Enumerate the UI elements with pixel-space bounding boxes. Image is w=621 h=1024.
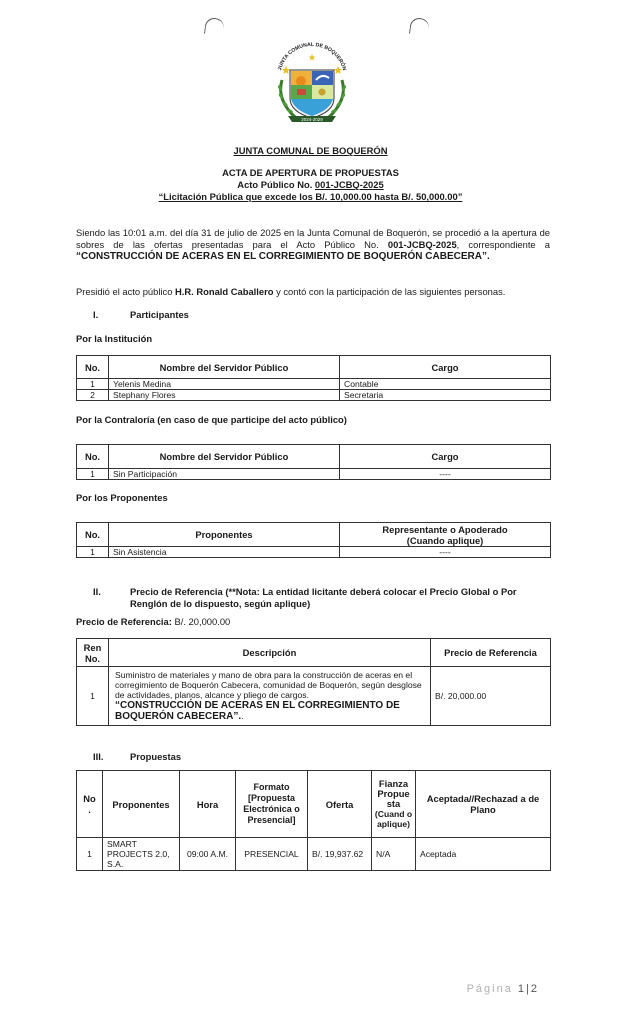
col-header-no: No. (77, 523, 109, 547)
desc-tail: . (241, 711, 244, 721)
col-header-cargo: Cargo (340, 356, 551, 379)
junta-comunal-logo (266, 40, 358, 126)
col-header-nombre: Nombre del Servidor Público (109, 445, 340, 469)
intro-project: “CONSTRUCCIÓN DE ACERAS EN EL CORREGIMIENTO DE BOQUERÓN CABECERA”. (76, 251, 490, 262)
cell-precio: B/. 20,000.00 (431, 667, 551, 726)
cell-fianza: N/A (372, 838, 416, 871)
institucion-table (76, 355, 551, 401)
cell-cargo: ---- (340, 469, 551, 480)
cell-no: 1 (77, 379, 109, 390)
precio-ref-value: B/. 20,000.00 (174, 616, 231, 627)
col-header-no: No. (77, 445, 109, 469)
table-row (77, 838, 551, 871)
cell-no: 1 (77, 547, 109, 558)
precio-referencia-line (76, 616, 230, 627)
table-row (77, 547, 551, 558)
footer-label: Página (466, 983, 513, 995)
logo-years: 2024-2029 (301, 117, 323, 122)
fianza-line-1: Fianza Propue sta (377, 778, 410, 809)
propuestas-table (76, 770, 551, 871)
precio-ref-label: Precio de Referencia: (76, 616, 175, 627)
col-header-proponentes: Proponentes (103, 771, 180, 838)
col-header-cargo: Cargo (340, 445, 551, 469)
cell-proponente: SMART PROJECTS 2.0, S.A. (103, 838, 180, 871)
cell-representante: ---- (340, 547, 551, 558)
cell-nombre: Sin Participación (109, 469, 340, 480)
section-3-title: Propuestas (130, 751, 182, 762)
proponentes-table (76, 522, 551, 558)
presidio-text-1: Presidió el acto público (76, 286, 176, 297)
cell-cargo: Contable (340, 379, 551, 390)
desc-text: Suministro de materiales y mano de obra para la construcción de aceras en el corregimiento de Boquerón Cabecera, comunidad de Boquerón, según desglose de actividades, planos, alcance y pliego de cargos. (115, 670, 422, 700)
referencia-table (76, 638, 551, 726)
footer-total: 2 (530, 983, 539, 995)
cell-ren: 1 (77, 667, 109, 726)
doc-title: ACTA DE APERTURA DE PROPUESTAS (222, 167, 399, 178)
cell-nombre: Stephany Flores (109, 390, 340, 401)
cell-no: 2 (77, 390, 109, 401)
logo-arc-text: JUNTA COMUNAL DE BOQUERÓN (276, 41, 348, 72)
footer-page: 1 (517, 983, 527, 995)
col-header-nombre: Nombre del Servidor Público (109, 356, 340, 379)
col-header-precio: Precio de Referencia (431, 639, 551, 667)
acto-prefix: Acto Público No. (237, 179, 315, 190)
acto-number: 001-JCBQ-2025 (314, 179, 384, 190)
contraloria-table (76, 444, 551, 480)
section-1-num: I. (93, 309, 99, 320)
col-header-hora: Hora (180, 771, 236, 838)
contraloria-heading: Por la Contraloría (en caso de que participe del acto público) (76, 414, 347, 425)
cell-estado: Aceptada (416, 838, 551, 871)
col-header-descripcion: Descripción (109, 639, 431, 667)
table-row (77, 667, 551, 726)
table-row (77, 390, 551, 401)
intro-paragraph (76, 227, 550, 263)
presidio-name: H.R. Ronald Caballero (175, 286, 274, 297)
table-row (77, 379, 551, 390)
cell-cargo: Secretaria (340, 390, 551, 401)
col-header-proponentes: Proponentes (109, 523, 340, 547)
section-2-num: II. (93, 586, 101, 597)
cell-no: 1 (77, 838, 103, 871)
presidio-paragraph (76, 286, 550, 298)
col-header-representante (340, 523, 551, 547)
acto-line (0, 179, 621, 190)
table-row (77, 469, 551, 480)
col-header-oferta: Oferta (308, 771, 372, 838)
licitacion-line: “Licitación Pública que excede los B/. 10,000.00 hasta B/. 50,000.00” (158, 191, 463, 202)
section-2-title: Precio de Referencia (**Nota: La entidad licitante deberá colocar el Precio Global o Por Renglón de lo dispuesto, según aplique) (130, 586, 517, 609)
representante-line-1: Representante o Apoderado (382, 523, 508, 535)
col-header-ren: Ren No. (77, 639, 109, 667)
institucion-heading: Por la Institución (76, 333, 153, 344)
col-header-fianza (372, 771, 416, 838)
page-footer (467, 983, 539, 995)
col-header-no: No. (77, 356, 109, 379)
col-header-estado: Aceptada//Rechazad a de Plano (416, 771, 551, 838)
cell-hora: 09:00 A.M. (180, 838, 236, 871)
col-header-no: No . (77, 771, 103, 838)
cell-oferta: B/. 19,937.62 (308, 838, 372, 871)
section-1-title: Participantes (130, 309, 189, 320)
punch-hole-left (204, 17, 225, 36)
footer-sep: | (526, 983, 531, 995)
section-3-num: III. (93, 751, 104, 762)
fianza-line-2: (Cuand o aplique) (374, 809, 413, 829)
proponentes-heading: Por los Proponentes (76, 492, 168, 503)
punch-hole-right (409, 17, 430, 36)
cell-nombre: Sin Asistencia (109, 547, 340, 558)
intro-text-1: Siendo las 10:01 a.m. del día 31 de julio de 2025 en la Junta Comunal de Boquerón, se procedió a la apertura de sobres de las ofertas presentadas para el Acto Público No. (76, 227, 550, 250)
representante-line-2: (Cuando aplique) (406, 534, 484, 546)
intro-text-2: , correspondiente a (456, 238, 551, 250)
desc-bold: “CONSTRUCCIÓN DE ACERAS EN EL CORREGIMIENTO DE BOQUERÓN CABECERA”. (115, 700, 400, 722)
cell-formato: PRESENCIAL (236, 838, 308, 871)
col-header-formato: Formato [Propuesta Electrónica o Presencial] (236, 771, 308, 838)
intro-acto-number: 001-JCBQ-2025 (387, 238, 457, 250)
cell-descripcion (109, 667, 431, 726)
org-title: JUNTA COMUNAL DE BOQUERÓN (233, 145, 388, 156)
cell-no: 1 (77, 469, 109, 480)
presidio-text-2: y contó con la participación de las siguientes personas. (273, 286, 506, 297)
cell-nombre: Yelenis Medina (109, 379, 340, 390)
